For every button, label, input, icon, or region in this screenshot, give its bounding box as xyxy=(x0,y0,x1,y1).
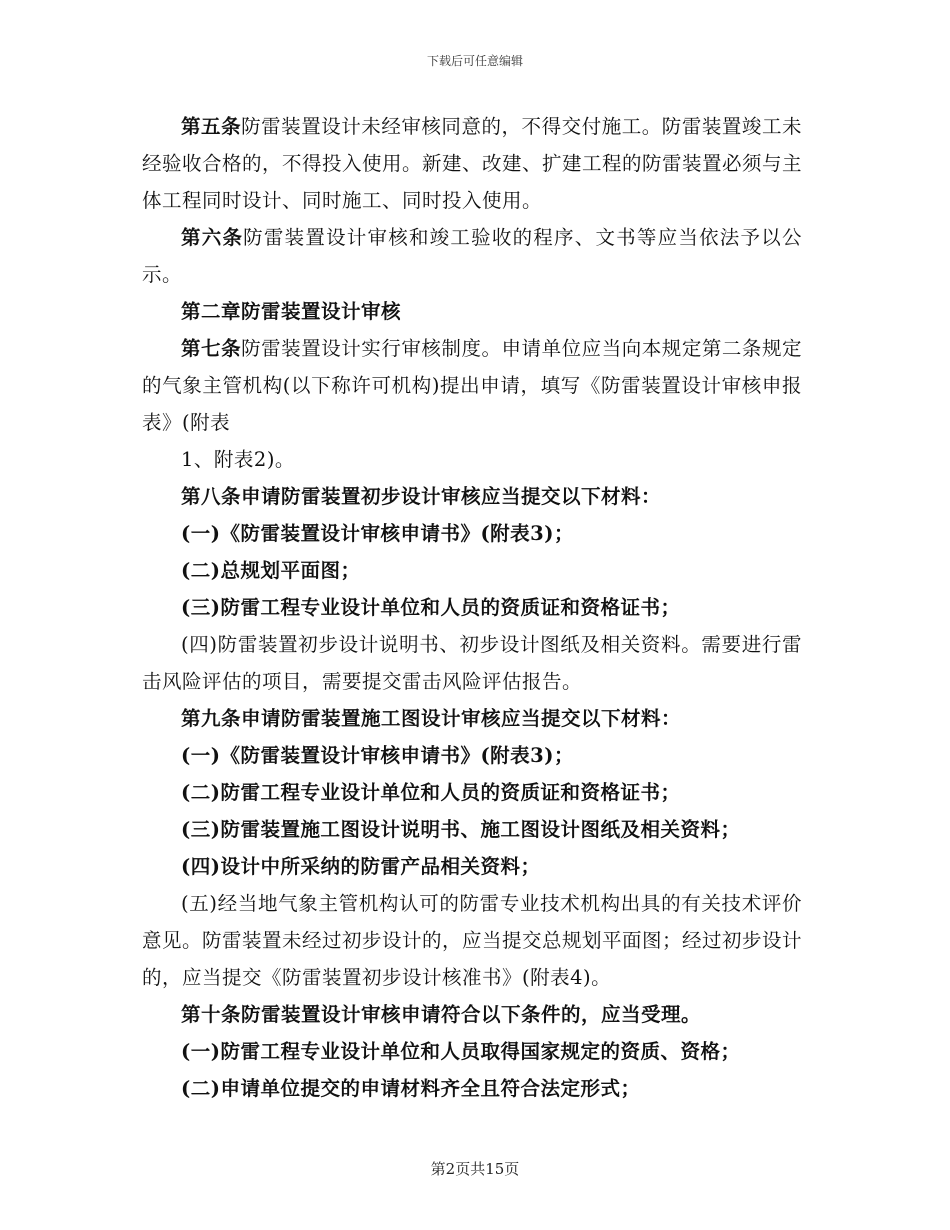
article-8-item-1: (一)《防雷装置设计审核申请书》(附表3)； xyxy=(181,522,574,545)
chapter-2-heading: 第二章防雷装置设计审核 xyxy=(181,300,402,323)
article-8-item-3: (三)防雷工程专业设计单位和人员的资质证和资格证书； xyxy=(181,596,681,619)
article-7 xyxy=(142,330,802,441)
article-8-heading: 第八条申请防雷装置初步设计审核应当提交以下材料： xyxy=(181,485,662,508)
article-5-heading: 第五条 xyxy=(181,115,242,138)
article-7-heading: 第七条 xyxy=(181,337,242,360)
article-8-item-2: (二)总规划平面图； xyxy=(181,559,361,582)
article-9-item-2: (二)防雷工程专业设计单位和人员的资质证和资格证书； xyxy=(181,781,681,804)
article-10-item-1: (一)防雷工程专业设计单位和人员取得国家规定的资质、资格； xyxy=(181,1040,741,1063)
article-7-text: 防雷装置设计实行审核制度。申请单位应当向本规定第二条规定的气象主管机构(以下称许可机构)提出申请，填写《防雷装置设计审核申报表》(附表 xyxy=(142,337,802,434)
document-body xyxy=(142,108,802,1107)
page-header: 下载后可任意编辑 xyxy=(426,54,523,68)
article-5 xyxy=(142,108,802,219)
article-9-heading: 第九条申请防雷装置施工图设计审核应当提交以下材料： xyxy=(181,707,682,730)
article-6-heading: 第六条 xyxy=(181,226,244,249)
article-9-item-3: (三)防雷装置施工图设计说明书、施工图设计图纸及相关资料； xyxy=(181,818,741,841)
article-5-text: 防雷装置设计未经审核同意的，不得交付施工。防雷装置竣工未经验收合格的，不得投入使用。新建、改建、扩建工程的防雷装置必须与主体工程同时设计、同时施工、同时投入使用。 xyxy=(142,115,803,212)
article-6-text: 防雷装置设计审核和竣工验收的程序、文书等应当依法予以公示。 xyxy=(142,226,802,286)
article-8-item-4: (四)防雷装置初步设计说明书、初步设计图纸及相关资料。需要进行雷击风险评估的项目，需要提交雷击风险评估报告。 xyxy=(142,633,802,693)
article-9-item-1: (一)《防雷装置设计审核申请书》(附表3)； xyxy=(181,744,574,767)
article-10-heading: 第十条防雷装置设计审核申请符合以下条件的，应当受理。 xyxy=(181,1003,702,1026)
article-6 xyxy=(142,219,802,293)
article-9-item-4: (四)设计中所采纳的防雷产品相关资料； xyxy=(181,855,541,878)
page-number: 第2页共15页 xyxy=(430,1160,520,1178)
article-7-continuation: 1、附表2)。 xyxy=(181,448,295,471)
article-10-item-2: (二)申请单位提交的申请材料齐全且符合法定形式； xyxy=(181,1077,641,1100)
article-9-item-5: (五)经当地气象主管机构认可的防雷专业技术机构出具的有关技术评价意见。防雷装置未经过初步设计的，应当提交总规划平面图；经过初步设计的，应当提交《防雷装置初步设计核准书》(附表4)。 xyxy=(142,892,803,989)
